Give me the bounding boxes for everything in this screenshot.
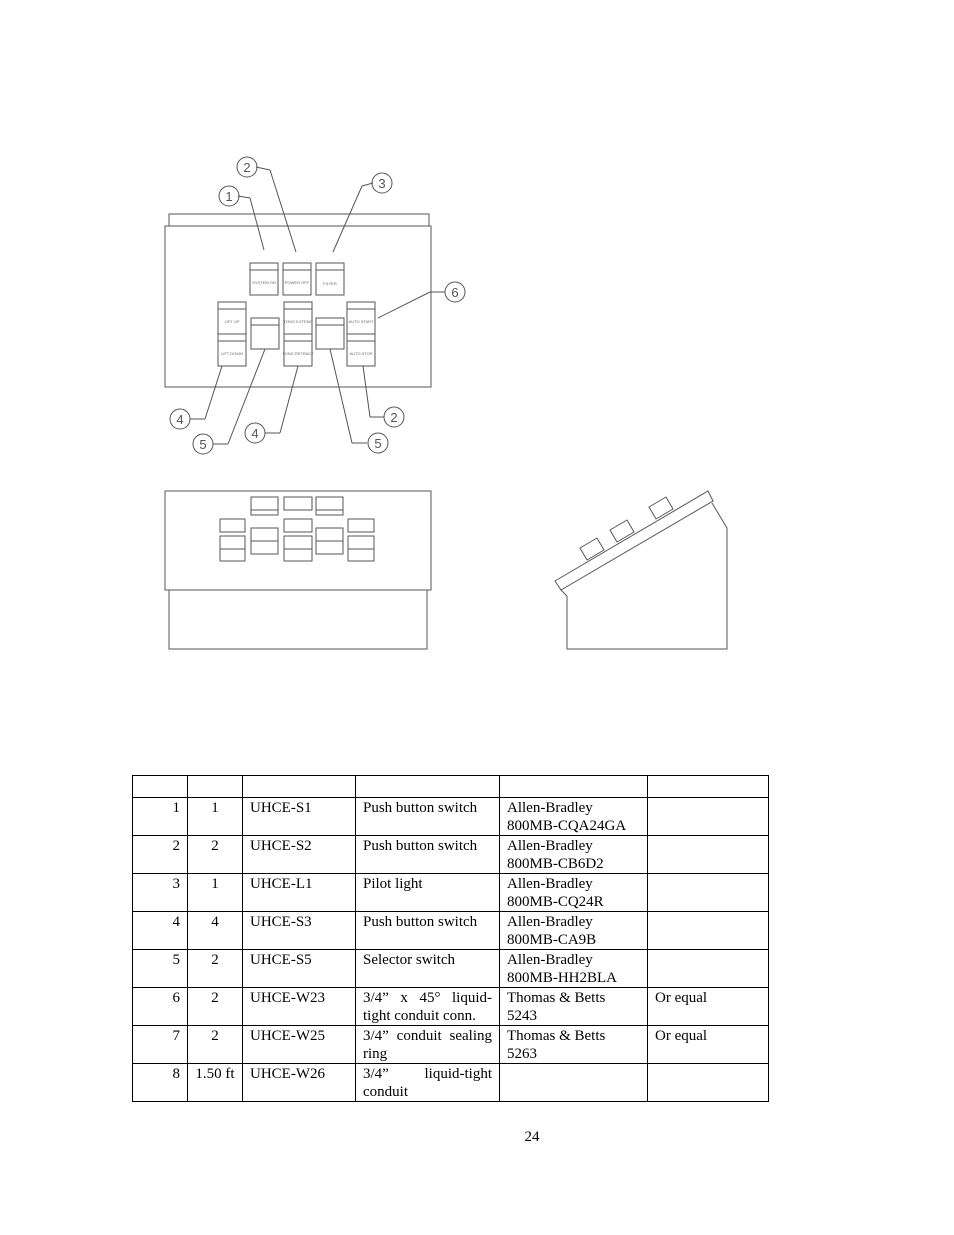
mfr-part: 800MB-CB6D2 <box>507 856 604 872</box>
callout-number: 4 <box>251 426 259 441</box>
desc-cell: Selector switch <box>356 950 500 988</box>
table-row <box>133 1064 769 1102</box>
page-number: 24 <box>524 1129 540 1145</box>
table-row <box>133 836 769 874</box>
table-row <box>133 912 769 950</box>
callout-number: 6 <box>451 285 459 300</box>
mfr-part: 800MB-CQA24GA <box>507 818 627 834</box>
mfr-cell <box>500 874 648 912</box>
top-view <box>165 491 431 649</box>
qty-cell: 1 <box>188 798 243 836</box>
callout-number: 2 <box>390 410 398 425</box>
mfr-part: 800MB-CA9B <box>507 932 597 948</box>
callout-number: 2 <box>243 160 251 175</box>
qty-cell: 2 <box>188 950 243 988</box>
table-row <box>133 874 769 912</box>
desc-cell: 3/4” conduit sealing ring <box>356 1026 500 1064</box>
part-cell: UHCE-W25 <box>243 1026 356 1064</box>
qty-cell: 1.50 ft <box>188 1064 243 1102</box>
table-header-row <box>133 776 769 798</box>
item-cell: 7 <box>133 1026 188 1064</box>
qty-cell: 2 <box>188 1026 243 1064</box>
mfr-cell <box>500 988 648 1026</box>
mfr-cell <box>500 912 648 950</box>
note-cell <box>648 950 769 988</box>
auto-stop-label: AUTO STOP <box>349 351 373 356</box>
callout-number: 1 <box>225 189 233 204</box>
table-row <box>133 1026 769 1064</box>
mfr-name: Allen-Bradley <box>507 838 593 854</box>
callout-leaders <box>190 167 445 444</box>
mfr-name: Allen-Bradley <box>507 876 593 892</box>
header-cell <box>133 776 188 798</box>
part-cell: UHCE-S3 <box>243 912 356 950</box>
desc-cell: 3/4” liquid-tight conduit <box>356 1064 500 1102</box>
side-view <box>555 491 727 649</box>
desc-cell: Push button switch <box>356 836 500 874</box>
desc-cell: 3/4” x 45° liquid-tight conduit conn. <box>356 988 500 1026</box>
note-cell <box>648 1064 769 1102</box>
item-cell: 6 <box>133 988 188 1026</box>
tong-extend-label: TONG EXTEND <box>283 319 313 324</box>
callout-number: 3 <box>378 176 386 191</box>
qty-cell: 1 <box>188 874 243 912</box>
part-cell: UHCE-S1 <box>243 798 356 836</box>
power-off-label: POWER OFF <box>284 280 310 285</box>
header-cell <box>356 776 500 798</box>
item-cell: 1 <box>133 798 188 836</box>
header-cell <box>648 776 769 798</box>
mfr-name: Thomas & Betts <box>507 1028 606 1044</box>
callout-number: 5 <box>199 437 207 452</box>
callout-number: 4 <box>176 412 184 427</box>
mfr-cell <box>500 836 648 874</box>
lift-down-label: LIFT DOWN <box>221 351 243 356</box>
desc-cell: Push button switch <box>356 798 500 836</box>
front-view <box>165 214 431 387</box>
lift-up-label: LIFT UP <box>224 319 240 324</box>
button-labels <box>221 280 374 356</box>
table-row <box>133 988 769 1026</box>
callout-numbers <box>176 160 458 452</box>
note-cell <box>648 798 769 836</box>
qty-cell: 2 <box>188 988 243 1026</box>
mfr-cell <box>500 1026 648 1064</box>
header-cell <box>243 776 356 798</box>
part-cell: UHCE-L1 <box>243 874 356 912</box>
note-cell <box>648 874 769 912</box>
mfr-name: Allen-Bradley <box>507 952 593 968</box>
table-row <box>133 798 769 836</box>
part-cell: UHCE-W26 <box>243 1064 356 1102</box>
auto-start-label: AUTO START <box>348 319 374 324</box>
callout-circles <box>170 157 465 454</box>
desc-cell: Pilot light <box>356 874 500 912</box>
note-cell: Or equal <box>648 988 769 1026</box>
tong-retract-label: TONG RETRACT <box>282 351 314 356</box>
mfr-part: 800MB-CQ24R <box>507 894 604 910</box>
part-cell: UHCE-S2 <box>243 836 356 874</box>
mfr-cell <box>500 1064 648 1102</box>
mfr-cell <box>500 798 648 836</box>
mfr-part: 5263 <box>507 1046 537 1062</box>
item-cell: 5 <box>133 950 188 988</box>
mfr-part: 5243 <box>507 1008 537 1024</box>
mfr-cell <box>500 950 648 988</box>
mfr-name: Thomas & Betts <box>507 990 606 1006</box>
header-cell <box>188 776 243 798</box>
item-cell: 8 <box>133 1064 188 1102</box>
note-cell <box>648 836 769 874</box>
item-cell: 2 <box>133 836 188 874</box>
header-cell <box>500 776 648 798</box>
note-cell <box>648 912 769 950</box>
mfr-name: Allen-Bradley <box>507 800 593 816</box>
item-cell: 4 <box>133 912 188 950</box>
callout-number: 5 <box>374 436 382 451</box>
qty-cell: 4 <box>188 912 243 950</box>
desc-cell: Push button switch <box>356 912 500 950</box>
part-cell: UHCE-W23 <box>243 988 356 1026</box>
item-cell: 3 <box>133 874 188 912</box>
qty-cell: 2 <box>188 836 243 874</box>
filter-label: FILTER <box>323 281 337 286</box>
table-row <box>133 950 769 988</box>
note-cell: Or equal <box>648 1026 769 1064</box>
mfr-name: Allen-Bradley <box>507 914 593 930</box>
parts-table <box>132 775 769 1102</box>
mfr-part: 800MB-HH2BLA <box>507 970 618 986</box>
part-cell: UHCE-S5 <box>243 950 356 988</box>
system-on-label: SYSTEM ON <box>252 280 276 285</box>
